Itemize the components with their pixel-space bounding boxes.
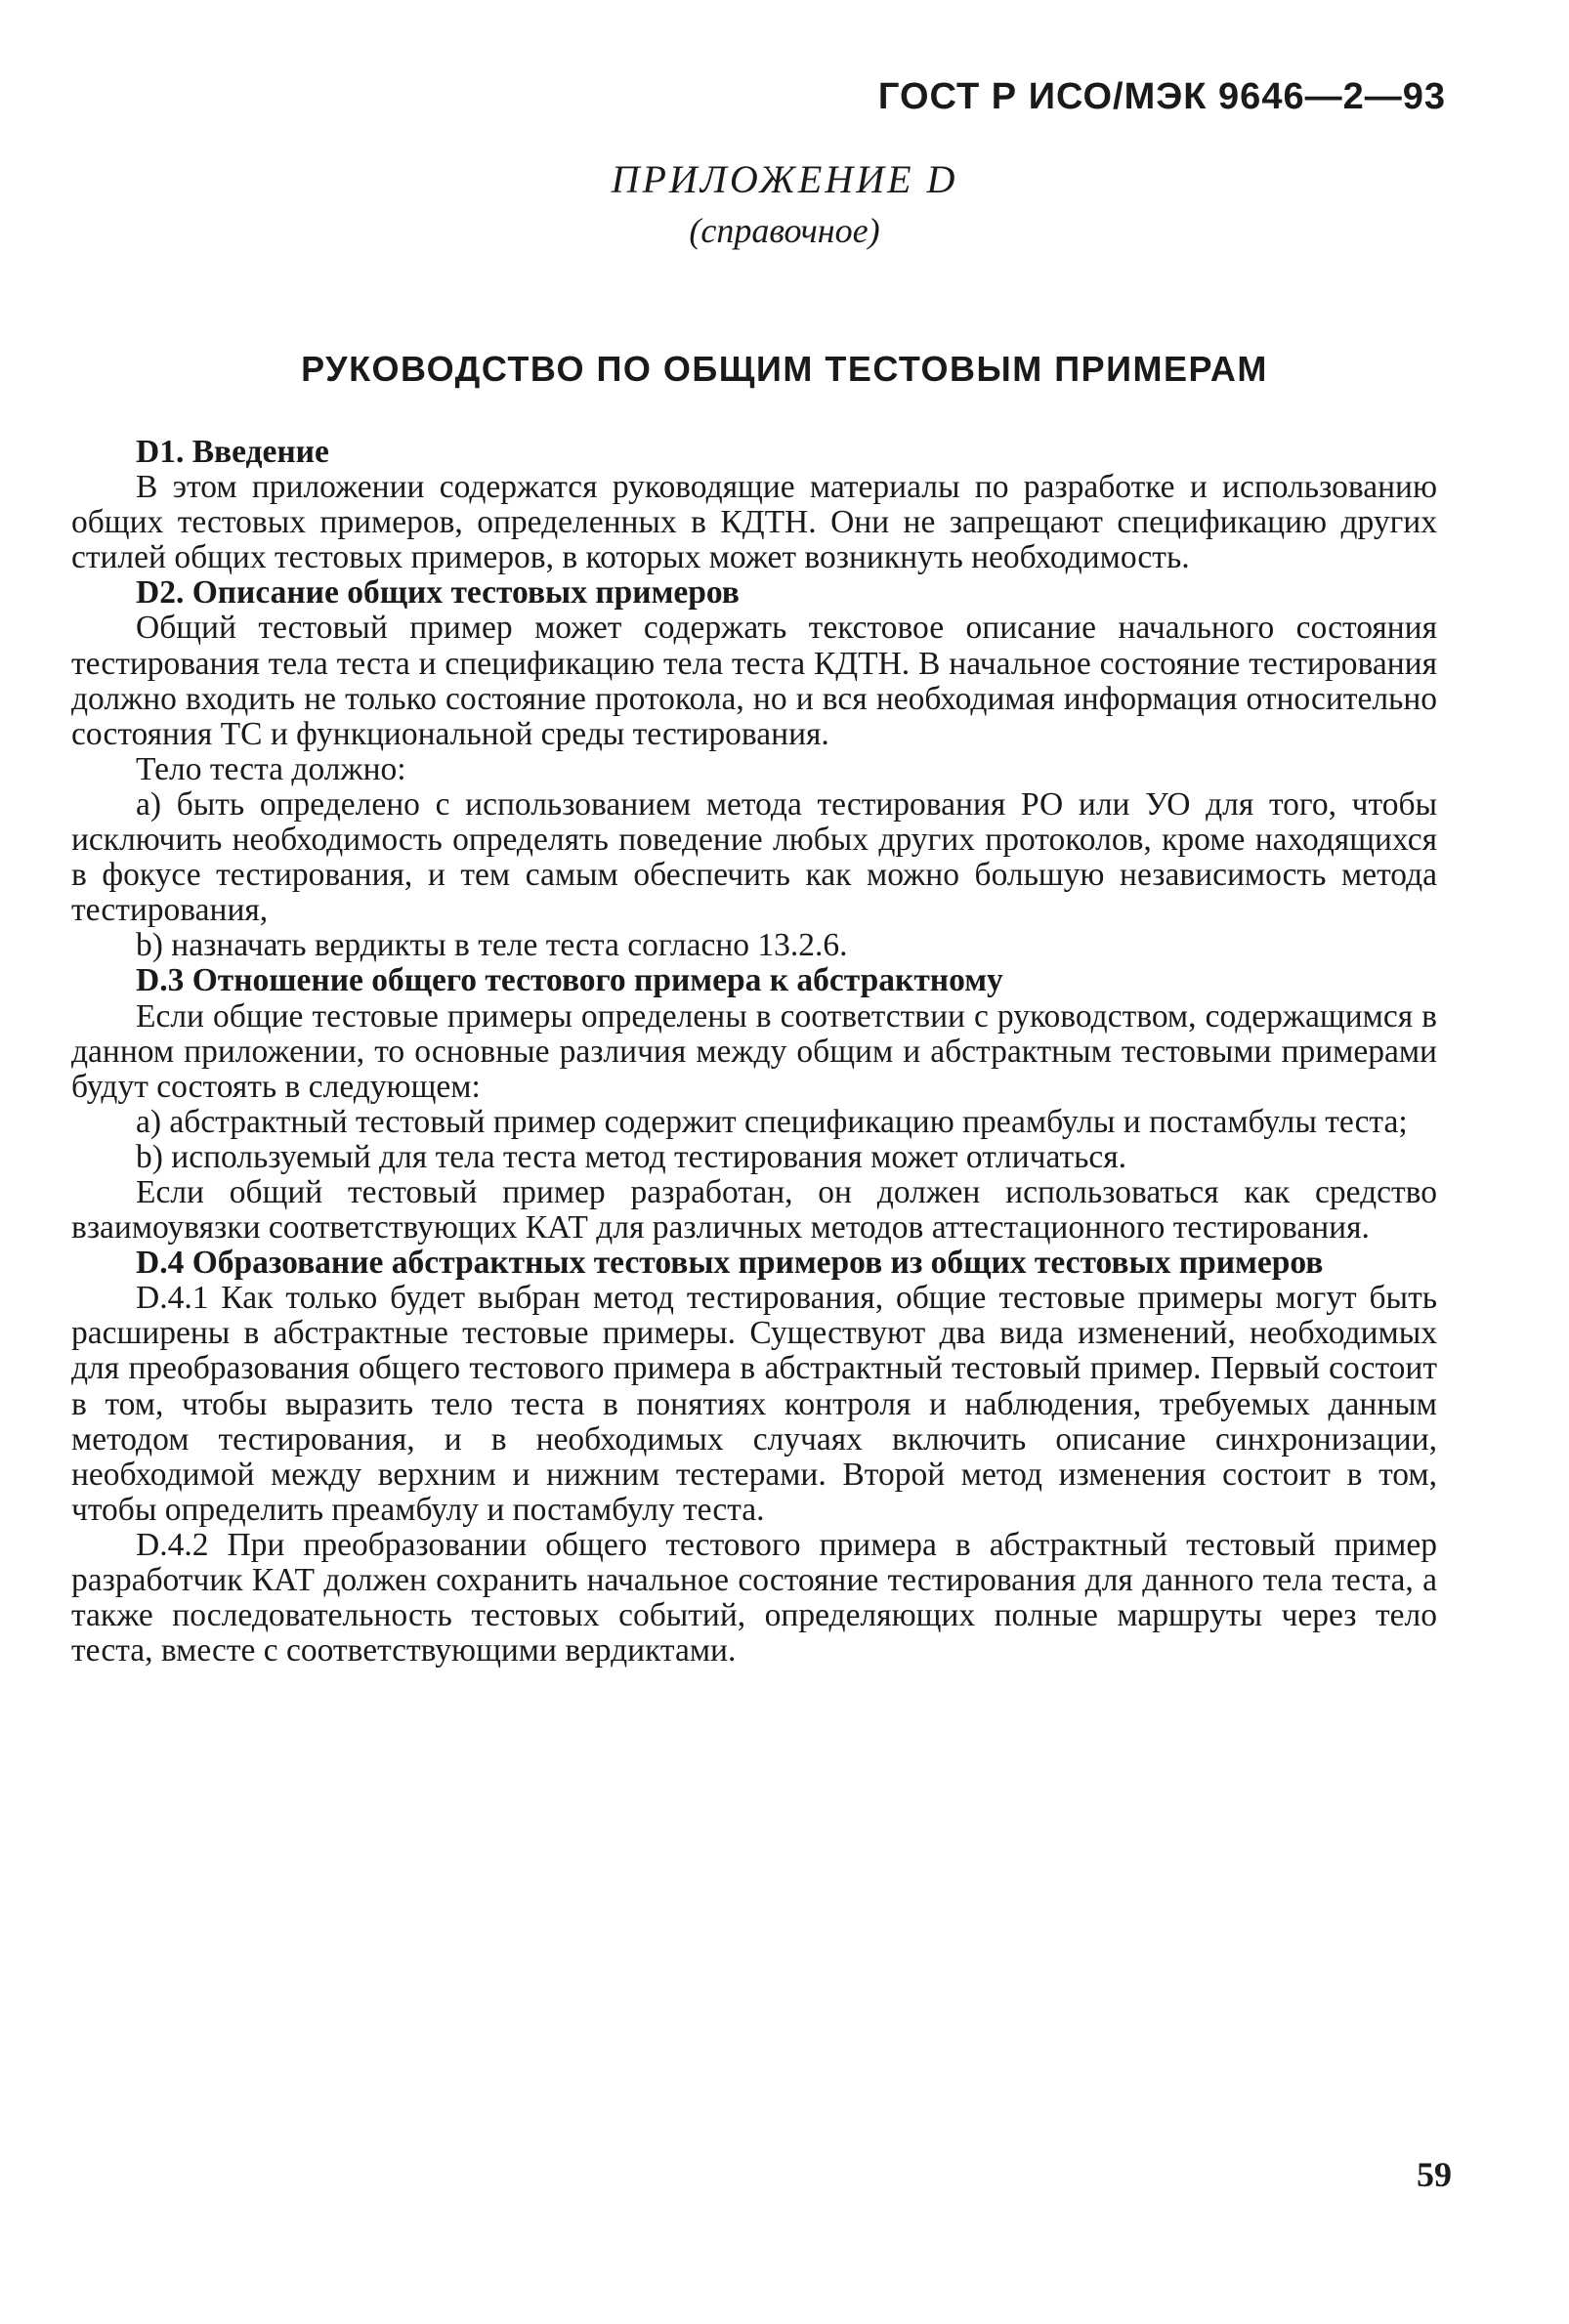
- page-number: 59: [1417, 2155, 1452, 2194]
- list-item: а) абстрактный тестовый пример содержит спецификацию преамбулы и постамбулы теста;: [136, 1103, 1408, 1140]
- paragraph: Общий тестовый пример может содержать текстовое описание начального состояния тестирования тела теста и спецификацию тела теста КДТН. В начальное состояние тестирования должно входить не только состояние протокола, но и вся необходимая информация относительно состояния ТС и функциональной среды тестирования.: [71, 610, 1437, 752]
- paragraph: Если общие тестовые примеры определены в соответствии с руководством, содержащимся в данном приложении, то основные различия между общим и абстрактным тестовыми примерами будут состоять в следующем:: [71, 997, 1437, 1105]
- main-title: РУКОВОДСТВО ПО ОБЩИМ ТЕСТОВЫМ ПРИМЕРАМ: [301, 349, 1268, 389]
- document-code: ГОСТ Р ИСО/МЭК 9646—2—93: [877, 76, 1446, 117]
- list-item: b) используемый для тела теста метод тестирования может отличаться.: [136, 1138, 1127, 1175]
- section-heading: D.4 Образование абстрактных тестовых примеров из общих тестовых примеров: [136, 1245, 1324, 1282]
- section-heading: D.3 Отношение общего тестового примера к абстрактному: [136, 962, 1003, 999]
- list-item: b) назначать вердикты в теле теста согласно 13.2.6.: [136, 927, 848, 964]
- annex-kind: (справочное): [689, 211, 880, 250]
- section-heading: D1. Введение: [136, 434, 329, 470]
- paragraph: В этом приложении содержатся руководящие материалы по разработке и использованию общих тестовых примеров, определенных в КДТН. Они не запрещают спецификацию других стилей общих тестовых примеров, в которых может возникнуть необходимость.: [71, 469, 1437, 576]
- list-item: а) быть определено с использованием метода тестирования РО или УО для того, чтобы исключить необходимость определять поведение любых других протоколов, кроме находящихся в фокусе тестирования, и тем самым обеспечить как можно большую независимость метода тестирования,: [71, 785, 1437, 929]
- paragraph: D.4.1 Как только будет выбран метод тестирования, общие тестовые примеры могут быть расширены в абстрактные тестовые примеры. Существуют два вида изменений, необходимых для преобразования общего тестового примера в абстрактный тестовый пример. Первый состоит в том, чтобы выразить тело теста в понятиях контроля и наблюдения, требуемых данным методом тестирования, и в необходимых случаях включить описание синхронизации, необходимой между верхним и нижним тестерами. Второй метод изменения состоит в том, чтобы определить преамбулу и постамбулу теста.: [71, 1280, 1437, 1528]
- paragraph: Если общий тестовый пример разработан, он должен использоваться как средство взаимоувязки соответствующих КАТ для различных методов аттестационного тестирования.: [71, 1173, 1437, 1247]
- document-body: [71, 435, 1437, 1669]
- section-heading: D2. Описание общих тестовых примеров: [136, 574, 740, 612]
- annex-title: ПРИЛОЖЕНИЕ D: [611, 157, 958, 201]
- paragraph: Тело теста должно:: [136, 750, 406, 787]
- paragraph: D.4.2 При преобразовании общего тестового примера в абстрактный тестовый пример разработчик КАТ должен сохранить начальное состояние тестирования для данного тела теста, а также последовательность тестовых событий, определяющих полные маршруты через тело теста, вместе с соответствующими вердиктами.: [71, 1526, 1437, 1669]
